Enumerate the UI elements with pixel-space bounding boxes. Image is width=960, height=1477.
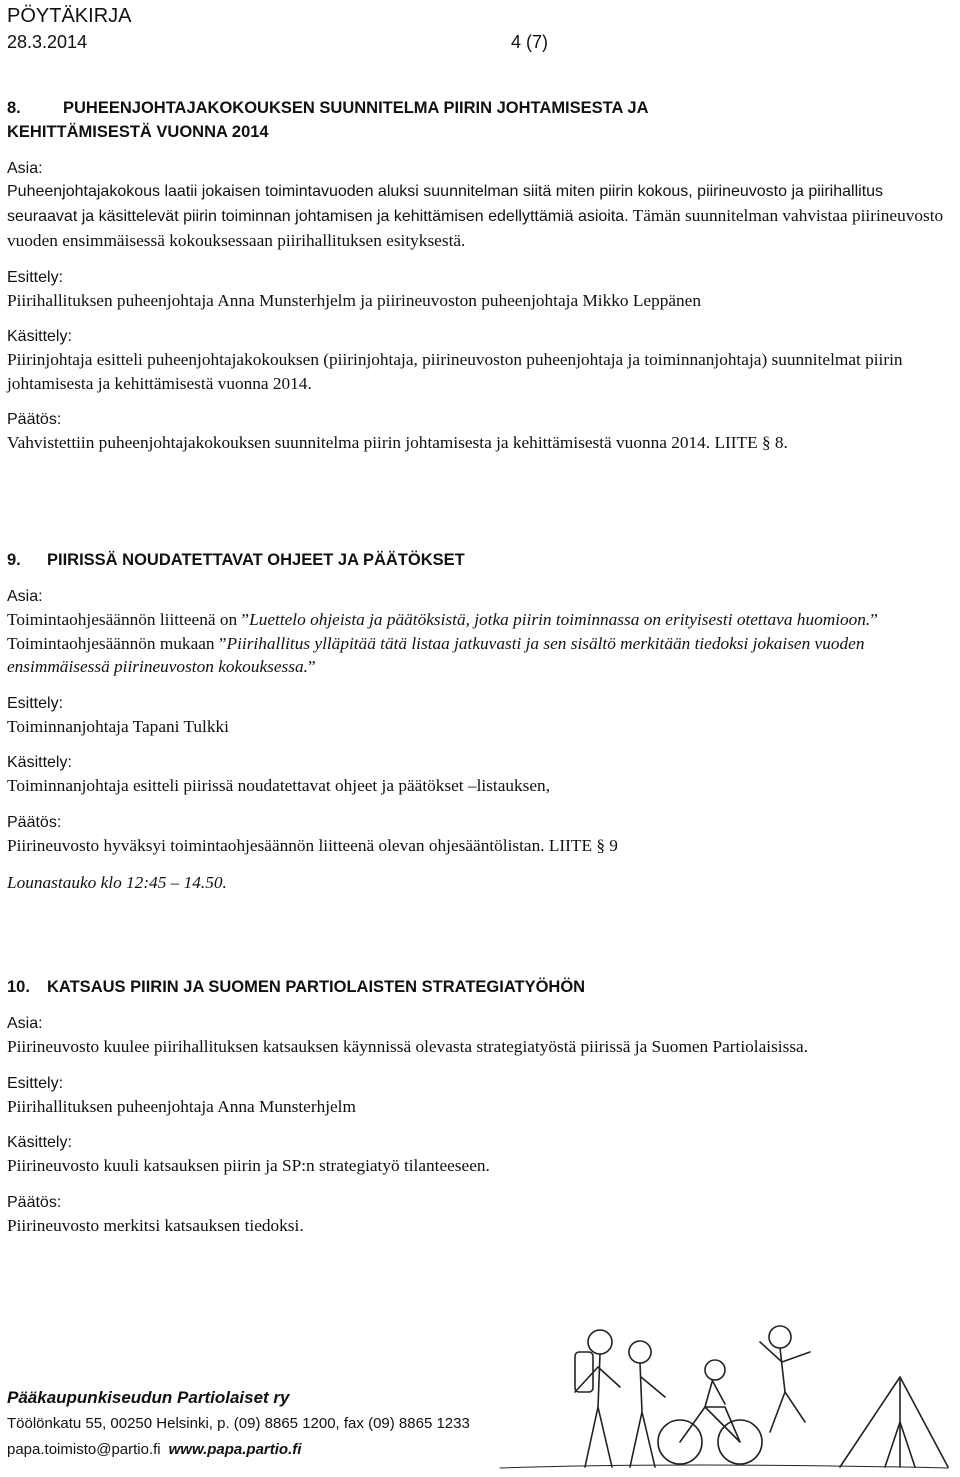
section-8-paatos-text: Vahvistettiin puheenjohtajakokouksen suunnitelma piirin johtamisesta ja kehittämisestä vuonna 2014. LIITE § 8. (7, 433, 788, 452)
section-9-esittely-text: Toiminnanjohtaja Tapani Tulkki (7, 716, 229, 736)
section-8-asia-body (7, 180, 952, 253)
section-10 (7, 975, 952, 1237)
section-8-asia-label: Asia: (7, 160, 43, 177)
section-8-number: 8. (7, 99, 21, 117)
section-9-asia-para-1 (7, 608, 952, 679)
section-10-asia-label: Asia: (7, 1015, 43, 1032)
section-9-kasittely-text: Toiminnanjohtaja esitteli piirissä noudatettavat ohjeet ja päätökset –listauksen, (7, 776, 551, 795)
document-type: PÖYTÄKIRJA (7, 5, 132, 27)
footer-address: Töölönkatu 55, 00250 Helsinki, p. (09) 8865 1200, fax (09) 8865 1233 (7, 1415, 470, 1432)
section-9-heading (7, 548, 952, 572)
section-10-esittely-label: Esittely: (7, 1074, 64, 1092)
section-8-kasittely-label: Käsittely: (7, 328, 72, 345)
footer (7, 1382, 957, 1472)
section-9-asia-p1-quote: Luettelo ohjeista ja päätöksistä, jotka piirin toiminnassa on erityisesti otettava huomioon. (249, 610, 871, 629)
footer-organization: Pääkaupunkiseudun Partiolaiset ry (7, 1388, 290, 1407)
section-9-asia-label: Asia: (7, 588, 43, 605)
section-8-esittely-label: Esittely: (7, 268, 64, 286)
section-10-title: KATSAUS PIIRIN JA SUOMEN PARTIOLAISTEN STRATEGIATYÖHÖN (47, 978, 586, 996)
section-8-asia-text: Puheenjohtajakokous laatii jokaisen toimintavuoden aluksi suunnitelman siitä miten piirin kokous, piirineuvosto ja piirihallitus seuraavat ja käsittelevät piirin toiminnan johtamisen ja kehittämisen edellyttämiä asioita. (7, 183, 884, 225)
section-9-asia-p2: Toimintaohjesäännön mukaan ” (7, 633, 227, 653)
section-10-asia-text: Piirineuvosto kuulee piirihallituksen katsauksen käynnissä olevasta strategiatyöstä piirissä ja Suomen Partiolaisissa. (7, 1037, 809, 1056)
section-8-title-line1: PUHEENJOHTAJAKOKOUKSEN SUUNNITELMA PIIRIN JOHTAMISESTA JA (63, 99, 649, 117)
section-9-number: 9. (7, 551, 21, 569)
document-date: 28.3.2014 (7, 32, 88, 52)
section-9-asia-p1-end: ” (870, 610, 878, 629)
section-9-kasittely-label: Käsittely: (7, 754, 72, 771)
section-9-asia-p1: Toimintaohjesäännön liitteenä on ” (7, 610, 250, 629)
section-8-kasittely-text: Piirinjohtaja esitteli puheenjohtajakokouksen (piirinjohtaja, piirineuvoston puheenjohtaja ja toiminnanjohtaja) suunnitelmat piirin johtamisesta ja kehittämisestä vuonna 2014. (7, 350, 903, 393)
section-8-paatos-label: Päätös: (7, 411, 62, 428)
section-10-esittely-text: Piirihallituksen puheenjohtaja Anna Munsterhjelm (7, 1096, 356, 1116)
lunch-break-note: Lounastauko klo 12:45 – 14.50. (7, 873, 227, 892)
section-8-title-line2: KEHITTÄMISESTÄ VUONNA 2014 (7, 123, 269, 141)
section-9-esittely-label: Esittely: (7, 694, 64, 712)
footer-email[interactable]: papa.toimisto@partio.fi (7, 1441, 161, 1458)
footer-contact (7, 1441, 301, 1458)
section-9 (7, 548, 952, 895)
footer-website[interactable]: www.papa.partio.fi (168, 1441, 302, 1458)
section-10-heading (7, 975, 952, 999)
page-number: 4 (7) (511, 32, 549, 52)
section-10-paatos-text: Piirineuvosto merkitsi katsauksen tiedoksi. (7, 1215, 304, 1235)
section-8-heading (7, 96, 952, 120)
section-9-asia-p2-quote: Piirihallitus ylläpitää tätä listaa jatkuvasti ja sen sisältö merkitään tiedoksi jokaisen vuoden ensimmäisessä piirineuvoston kokouksessa. (7, 633, 865, 676)
section-10-paatos-label: Päätös: (7, 1193, 62, 1211)
section-10-kasittely-text: Piirineuvosto kuuli katsauksen piirin ja SP:n strategiatyö tilanteeseen. (7, 1156, 490, 1175)
section-10-number: 10. (7, 978, 30, 996)
section-8-asia-text-2: Tämän suunnitelman vahvistaa piirineuvosto vuoden ensimmäisessä kokouksessaan piirihallituksen esityksestä. (7, 206, 944, 250)
section-8-esittely-text: Piirihallituksen puheenjohtaja Anna Munsterhjelm ja piirineuvoston puheenjohtaja Mikko Leppänen (7, 290, 701, 310)
section-9-paatos-label: Päätös: (7, 813, 62, 831)
section-9-paatos-text: Piirineuvosto hyväksyi toimintaohjesäännön liitteenä olevan ohjesääntölistan. LIITE § 9 (7, 835, 618, 855)
section-9-title: PIIRISSÄ NOUDATETTAVAT OHJEET JA PÄÄTÖKSET (47, 551, 465, 569)
section-10-kasittely-label: Käsittely: (7, 1134, 72, 1151)
section-9-asia-p2-end: ” (307, 657, 316, 676)
section-8 (7, 96, 952, 455)
